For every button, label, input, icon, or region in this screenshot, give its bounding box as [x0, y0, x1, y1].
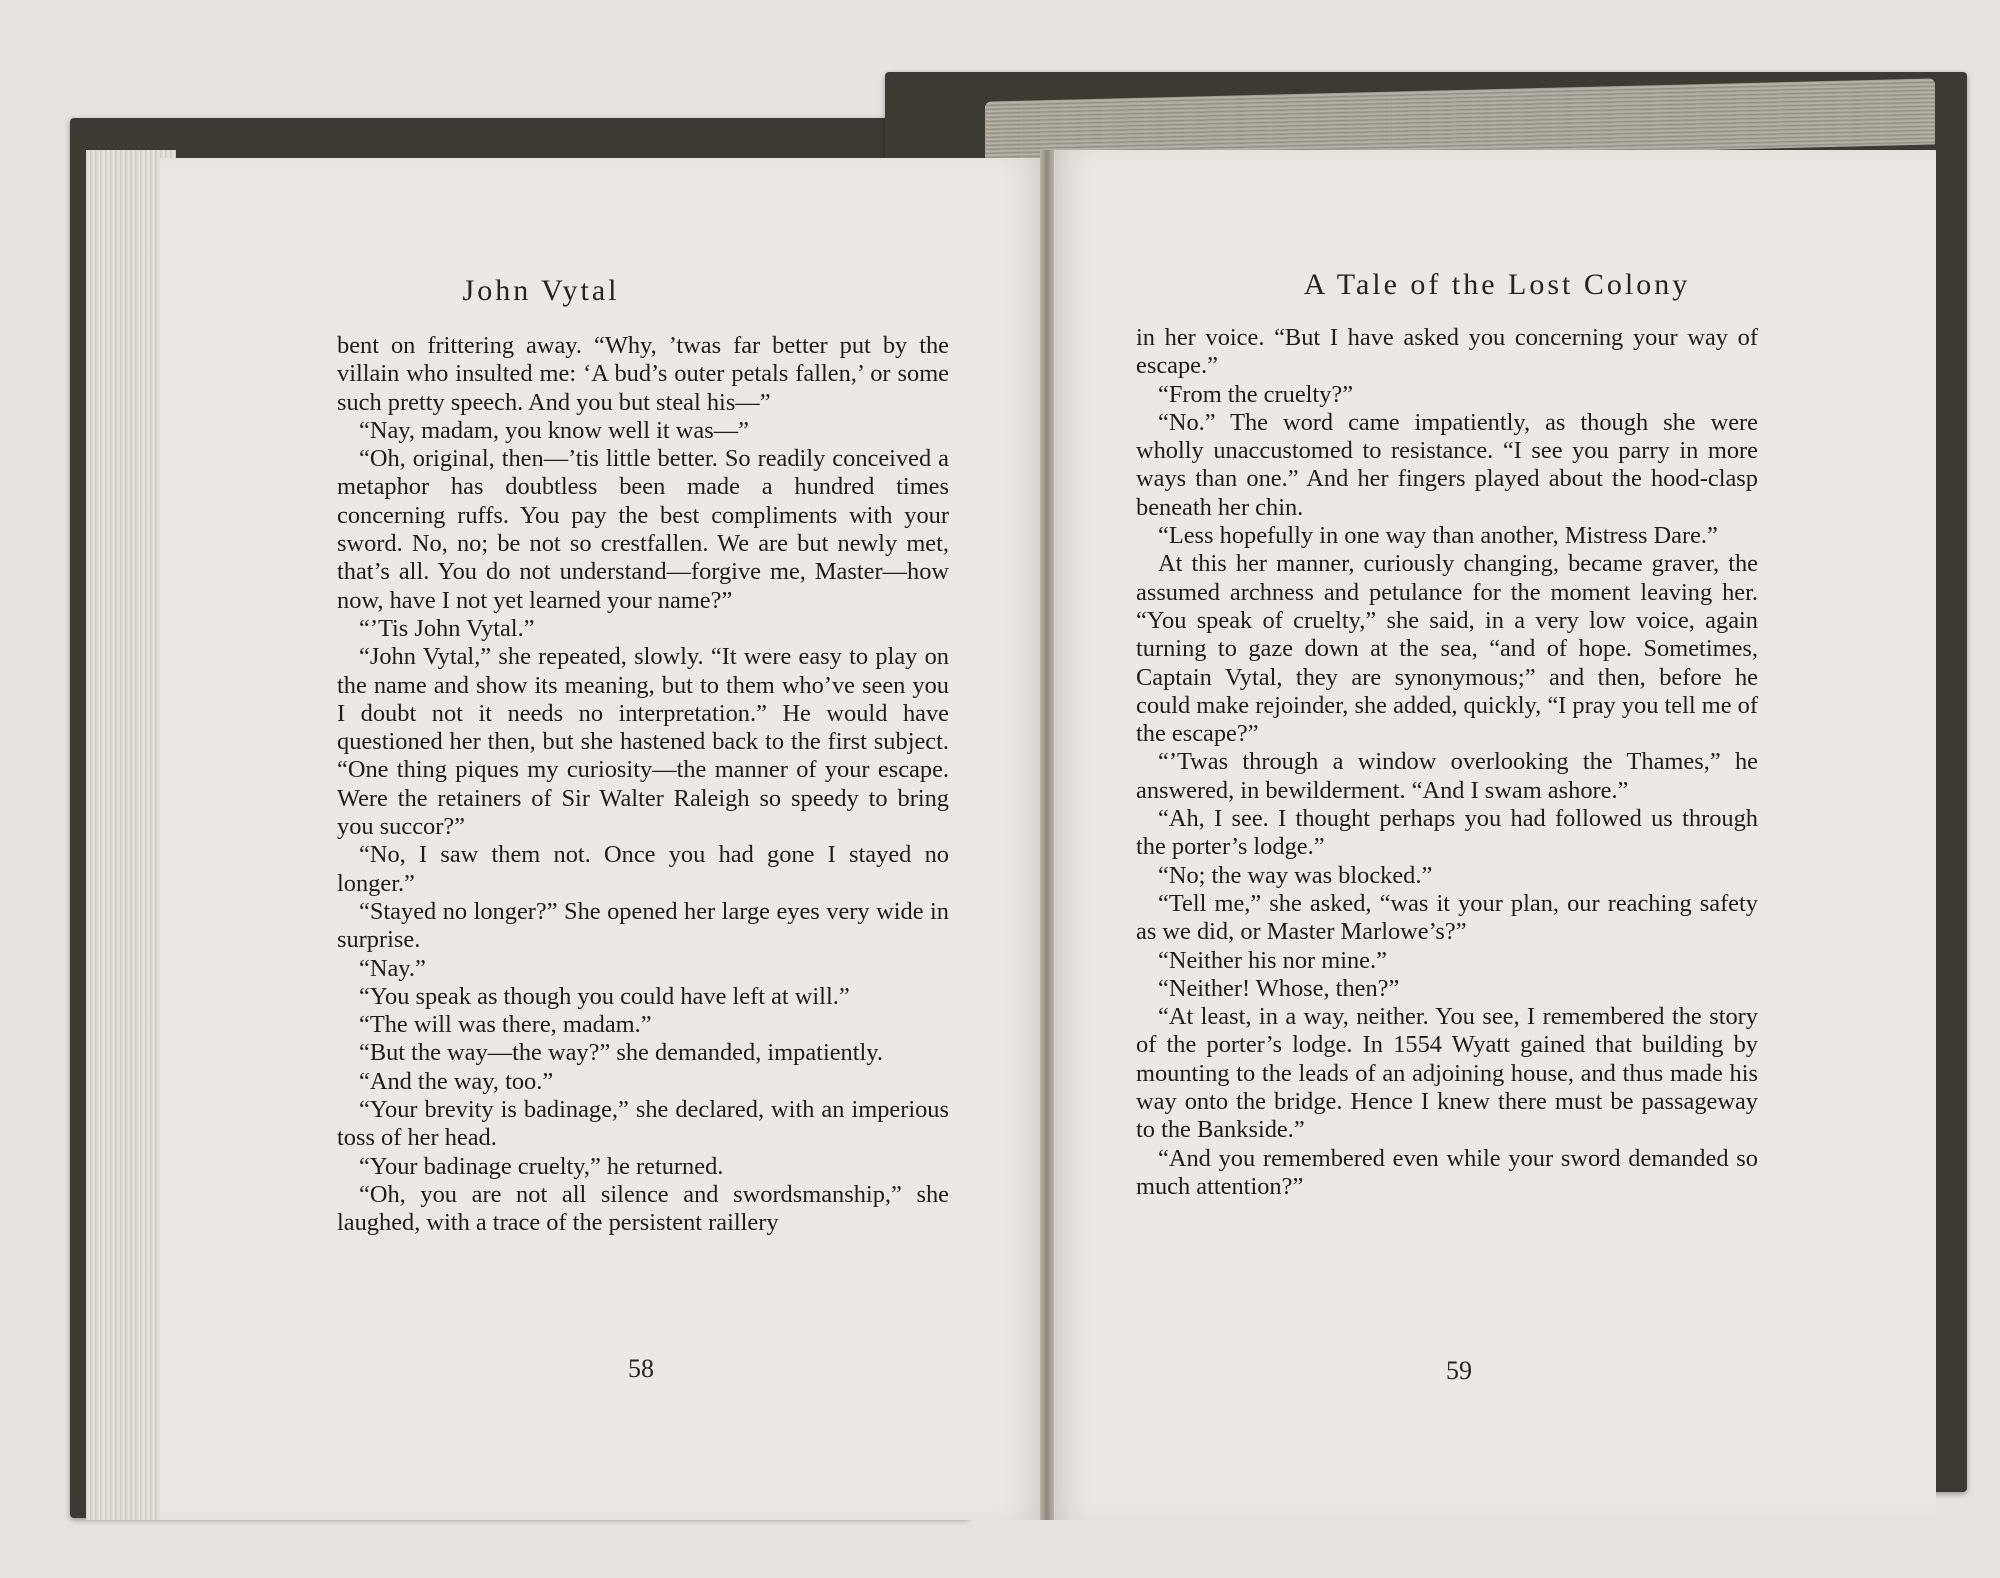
paragraph: “And you remembered even while your sword demanded so much attention?” — [1136, 1144, 1758, 1200]
paragraph: “Neither his nor mine.” — [1158, 946, 1387, 974]
paragraph: in her voice. “But I have asked you concerning your way of escape.” — [1136, 324, 1758, 380]
paragraph: “And the way, too.” — [359, 1067, 554, 1095]
paragraph: “The will was there, madam.” — [359, 1011, 652, 1039]
right-page-text — [1136, 324, 1758, 1201]
left-page-number: 58 — [628, 1354, 654, 1383]
paragraph: “No; the way was blocked.” — [1158, 861, 1433, 889]
paragraph: “Tell me,” she asked, “was it your plan, our reaching safety as we did, or Master Marlowe’s?” — [1136, 889, 1758, 946]
paragraph: “No, I saw them not. Once you had gone I stayed no longer.” — [337, 841, 949, 897]
paragraph: “’Tis John Vytal.” — [359, 614, 535, 642]
paragraph: “Nay, madam, you know well it was—” — [359, 416, 749, 444]
right-page — [1046, 150, 1936, 1520]
left-page — [160, 158, 1050, 1520]
paragraph: “Less hopefully in one way than another, Mistress Dare.” — [1158, 522, 1718, 550]
right-page-number: 59 — [1446, 1356, 1472, 1385]
left-running-head: John Vytal — [462, 274, 620, 307]
paragraph: “From the cruelty?” — [1158, 380, 1354, 408]
paragraph: “Nay.” — [359, 954, 426, 982]
paragraph: At this her manner, curiously changing, became graver, the assumed archness and petulance for the moment leaving her. “You speak of cruelty,” she said, in a very low voice, again turning to gaze down at the sea, “and of hope. Sometimes, Captain Vytal, they are synonymous;” and then, before he could make rejoinder, she added, quickly, “I pray you tell me of the escape?” — [1136, 550, 1758, 748]
paragraph: “Your badinage cruelty,” he returned. — [359, 1152, 724, 1180]
paragraph: “Ah, I see. I thought perhaps you had followed us through the porter’s lodge.” — [1136, 805, 1758, 861]
paragraph: “Neither! Whose, then?” — [1158, 974, 1400, 1002]
paragraph: “Your brevity is badinage,” she declared, with an imperious toss of her head. — [337, 1096, 949, 1152]
paragraph: “You speak as though you could have left at will.” — [359, 982, 850, 1010]
right-running-head: A Tale of the Lost Colony — [1303, 268, 1691, 301]
paragraph: “No.” The word came impatiently, as though she were wholly unaccustomed to resistance. “I see you parry in more ways than one.” And her fingers played about the hood-clasp beneath her chin. — [1136, 408, 1758, 521]
paragraph: “Stayed no longer?” She opened her large eyes very wide in surprise. — [337, 897, 949, 954]
paragraph: “Oh, original, then—’tis little better. So readily conceived a metaphor has doubtless been made a hundred times concerning ruffs. You pay the best compliments with your sword. No, no; be not so crestfallen. We are but newly met, that’s all. You do not understand—forgive me, Master—how now, have I not yet learned your name?” — [337, 445, 949, 614]
paragraph: “John Vytal,” she repeated, slowly. “It were easy to play on the name and show its meaning, but to them who’ve seen you I doubt not it needs no interpretation.” He would have questioned her then, but she hastened back to the first subject. “One thing piques my curiosity—the manner of your escape. Were the retainers of Sir Walter Raleigh so speedy to bring you succor?” — [337, 643, 949, 841]
paragraph: “’Twas through a window overlooking the Thames,” he answered, in bewilderment. “And I swam ashore.” — [1136, 748, 1758, 804]
paragraph: “Oh, you are not all silence and swordsmanship,” she laughed, with a trace of the persistent raillery — [337, 1180, 949, 1237]
book-gutter — [1040, 150, 1054, 1520]
left-page-text — [337, 332, 949, 1238]
paragraph: “At least, in a way, neither. You see, I remembered the story of the porter’s lodge. In 1554 Wyatt gained that building by mounting to the leads of an adjoining house, and thus made his way onto the bridge. Hence I knew there must be passageway to the Bankside.” — [1136, 1003, 1758, 1144]
paragraph: bent on frittering away. “Why, ’twas far better put by the villain who insulted me: ‘A bud’s outer petals fallen,’ or some such pretty speech. And you but steal his—” — [337, 332, 949, 416]
paragraph: “But the way—the way?” she demanded, impatiently. — [359, 1039, 884, 1067]
